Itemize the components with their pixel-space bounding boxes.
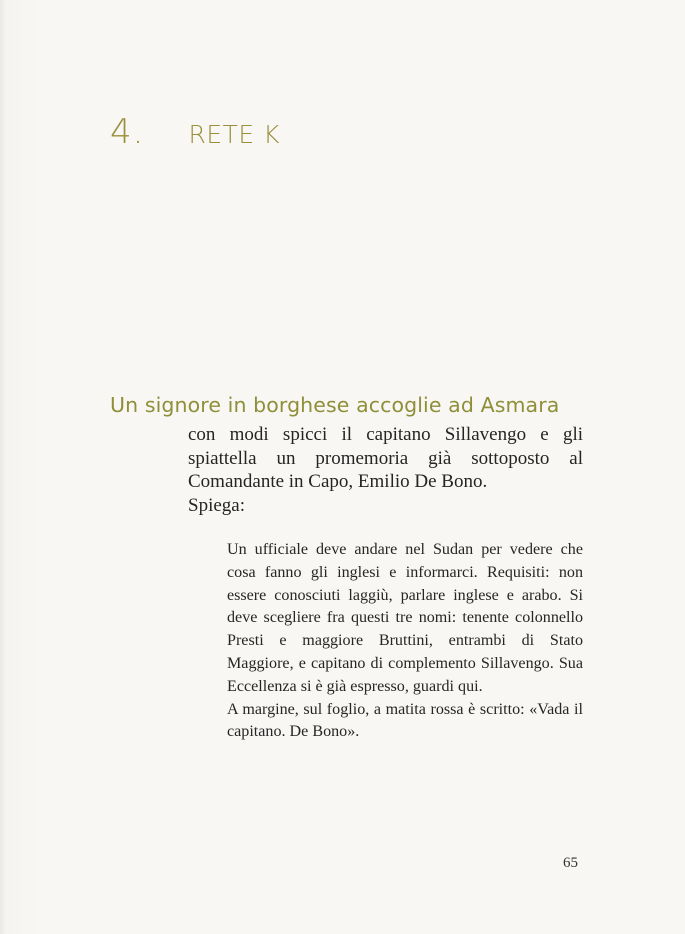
chapter-heading <box>110 112 280 152</box>
intro-text: con modi spicci il capitano Sillavengo e gli spiattella un promemoria già sottoposto al Comandante in Capo, Emilio De Bono. <box>188 424 583 493</box>
chapter-title: RETE K <box>188 120 281 149</box>
quote-paragraph: Un ufficiale deve andare nel Sudan per vedere che cosa fanno gli inglesi e informarci. Requisiti: non essere conosciuti laggiù, parlare inglese e arabo. Si deve scegliere fra questi tre nomi: tenente colonnello Presti e maggiore Bruttini, entrambi di Stato Maggiore, e capitano di complemento Sillavengo. Sua Eccellenza si è già espresso, guardi qui. <box>227 541 583 695</box>
intro-paragraph <box>188 423 583 517</box>
quote-paragraph: A margine, sul foglio, a matita rossa è scritto: «Vada il capitano. De Bono». <box>227 700 583 741</box>
chapter-number: 4. <box>110 112 145 152</box>
quoted-passage <box>227 539 583 744</box>
lead-line: Un signore in borghese accoglie ad Asmara <box>110 393 560 417</box>
intro-end-text: Spiega: <box>188 494 245 516</box>
page-number: 65 <box>563 855 578 871</box>
